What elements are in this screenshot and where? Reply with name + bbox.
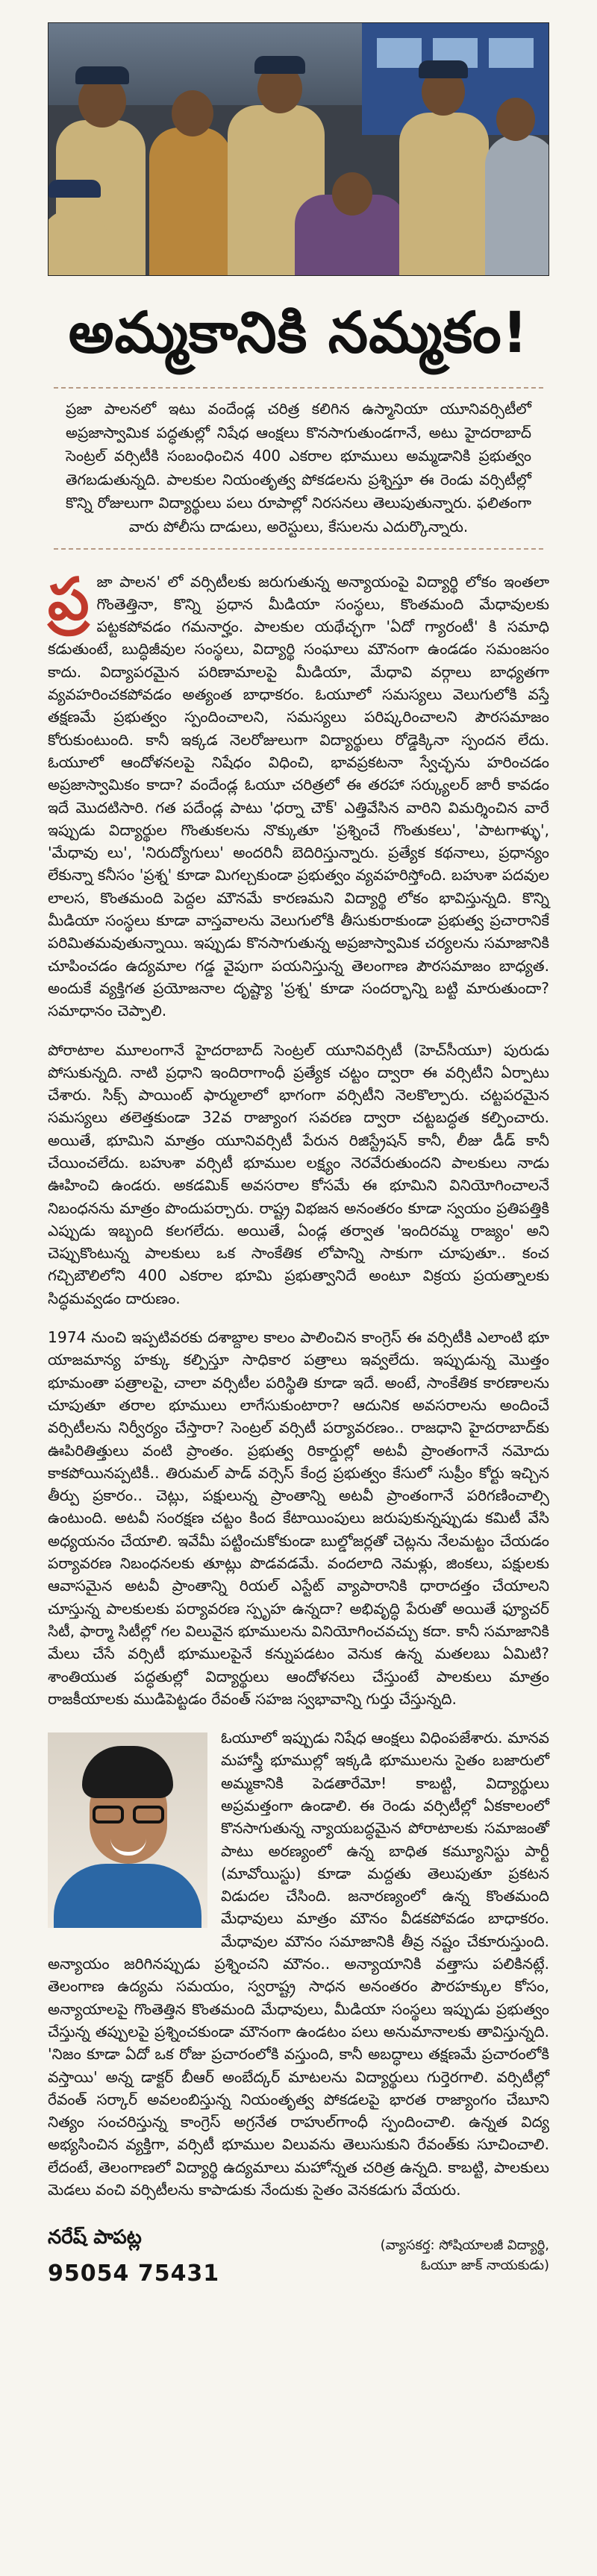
article-title: అమ్మకానికి నమ్మకం! [68, 299, 529, 365]
article-intro: ప్రజా పాలనలో ఇటు వందేండ్ల చరిత్ర కలిగిన ఉస్మానియా యూనివర్సిటీలో అప్రజాస్వామిక పద్ధతుల్లో నిషేధ ఆంక్షలు కొనసాగుతుండగానే, అటు హైదరాబాద్ సెంట్రల్ వర్సిటీకి సంబంధించిన 400 ఎకరాల భూములు అమ్మడానికి ప్రభుత్వం తెగబడుతున్నది. పాలకుల నియంతృత్వ పోకడలను ప్రశ్నిస్తూ ఈ రెండు వర్సిటీల్లో కొన్ని రోజులుగా విద్యార్థులు పలు రూపాల్లో నిరసనలు తెలుపుతున్నారు. ఫలితంగా వారు పోలీసు దాడులు, అరెస్టులు, కేసులను ఎదుర్కొన్నారు. [54, 387, 543, 550]
article-body [48, 565, 549, 2218]
article-paragraph: ప్ర జా పాలన' లో వర్సిటీలకు జరుగుతున్న అన్యాయంపై విద్యార్థి లోకం ఇంతలా గొంతెత్తినా, కొన్ని ప్రధాన మీడియా సంస్థలు, కొంతమంది మేధావులకు పట్టకపోవడం గమనార్హం. పాలకుల యథేచ్ఛగా 'ఏదో గ్యారంటీ' కి సమాధి కడుతుంటే, బుద్ధిజీవుల సంస్థలు, విద్యార్థి సంఘాలు మౌనంగా ఉండడం సమంజసం కాదు. విద్యాపరమైన పరిణామాలపై మీడియా, మేధావి వర్గాలు బాధ్యతగా వ్యవహరించకపోవడం అత్యంత బాధాకరం. ఓయూలో సమస్యలు వెలుగులోకి వస్తే తక్షణమే ప్రభుత్వం స్పందించాలని, సమస్యలు పరిష్కరించాలని పౌరసమాజం కోరుకుంటుంది. కానీ ఇక్కడ నెలరోజులుగా విద్యార్థులు రోడ్డెక్కినా స్పందన లేదు. ఓయూలో ఆందోళనలపై నిషేధం విధించి, భావప్రకటనా స్వేచ్ఛను హరించడం అప్రజాస్వామికం కాదా? వందేండ్ల ఓయూ చరిత్రలో ఈ తరహా సర్క్యులర్ జారీ కావడం ఇదే మొదటిసారి. గత పదేండ్ల పాటు 'ధర్నా చౌక్' ఎత్తివేసిన వారిని విమర్శించిన వారే ఇప్పుడు విద్యార్థుల గొంతుకలను నొక్కుతూ 'ప్రశ్నించే గొంతుకలు', 'పాటగాళ్ళు', 'మేధావు లు', 'నిరుద్యోగులు' అందరినీ బెదిరిస్తున్నారు. ప్రత్యేక కథనాలు, ప్రధాన్యం లేకున్నా కనీసం 'ప్రశ్న' కూడా మిగల్చకుండా ప్రభుత్వం వ్యవహరిస్తోంది. బహుశా పదవుల లాలస, కొంతమంది పెద్దల మౌనమే కారణమని విద్యార్థి లోకం భావిస్తున్నది. కొన్ని మీడియా సంస్థలు కూడా వాస్తవాలను వెలుగులోకి తీసుకురాకుండా ప్రభుత్వ ప్రచారానికే పరిమితమవుతున్నాయి. ఇప్పుడు కొనసాగుతున్న అప్రజాస్వామిక చర్యలను సమాజానికి చూపించడం ఉద్యమాల గడ్డ వైపుగా పయనిస్తున్న తెలంగాణ పౌరసమాజం బాధ్యత. అందుకే వ్యక్తిగత ప్రయోజనాల దృష్ట్యా 'ప్రశ్న' కూడా సందర్భాన్ని బట్టి మారుతుందా? సమాధానం చెప్పాలి. [48, 565, 549, 1020]
article-paragraph: 1974 నుంచి ఇప్పటివరకు దశాబ్దాల కాలం పాలించిన కాంగ్రెస్ ఈ వర్సిటీకి ఎలాంటి భూ యాజమాన్య హక్కు కల్పిస్తూ సాధికార పత్రాలు ఇవ్వలేదు. ఇప్పుడున్న మొత్తం భూమంతా పత్రాలపై, చాలా వర్సిటీల పరిస్థితి కూడా ఇదే. అంటే, సాంకేతిక కారణాలను చూపుతూ తరాల భూములు లాగేసుకుంటారా? ఆదునిక అవసరాలను అందించే వర్సిటీలను నిర్వీర్యం చేస్తారా? సెంట్రల్ వర్సిటీ పర్యావరణం.. రాజధాని హైదరాబాద్‌కు ఊపిరితిత్తులు వంటి ప్రాంతం. ప్రభుత్వ రికార్డుల్లో అటవీ ప్రాంతంగానే నమోదు కాకపోయినప్పటికీ.. తిరుమల్ పాడ్ వర్సెస్ కేంద్ర ప్రభుత్వం కేసులో సుప్రీం కోర్టు ఇచ్చిన తీర్పు ప్రకారం.. చెట్లు, పక్షులున్న ప్రాంతాన్ని అటవీ ప్రాంతంగానే పరిగణించాల్సి ఉంటుంది. అటవీ సంరక్షణ చట్టం కింద కేటాయింపులు జరుపుకున్నప్పుడు కమిటీ వేసి అధ్యయనం చేయాలి. ఇవేమీ పట్టించుకోకుండా బుల్డోజర్లతో చెట్లను నేలమట్టం చేయడం పర్యావరణ నిబంధనలకు తూట్లు పొడవడమే. వందలాది నెమళ్లు, జింకలు, పక్షులకు ఆవాసమైన అటవీ ప్రాంతాన్ని రియల్ ఎస్టేట్ వ్యాపారానికి ధారాదత్తం చేయాలని చూస్తున్న పాలకులకు పర్యావరణ స్పృహ ఉన్నదా? అభివృద్ధి పేరుతో అయితే ఫ్యూచర్ సిటీ, ఫార్మా సిటీల్లో గల విలువైన భూములను వినియోగించవచ్చు కదా. కానీ సమాజానికి మేలు చేసే వర్సిటీ భూములపైనే కన్నుపడటం వెనుక ఉన్న మతలబు ఏమిటి? శాంతియుత పద్ధతుల్లో విద్యార్థులు ఆందోళనలు చేస్తుంటే పాలకులు మాత్రం రాజకీయాలకు ముడిపెట్టడం రేవంత్ సహజ స్వభావాన్ని గుర్తు చేస్తున్నది. [48, 1328, 549, 1708]
author-phone: 95054 75431 [48, 2261, 220, 2287]
byline [48, 2226, 549, 2287]
author-photo [48, 1732, 207, 1928]
author-designation: (వ్యాసకర్త: సోషియాలజీ విద్యార్థి, ఓయూ జాక్ నాయకుడు) [380, 2237, 549, 2274]
news-photo [48, 22, 549, 276]
article-paragraph: పోరాటాల మూలంగానే హైదరాబాద్ సెంట్రల్ యూనివర్సిటీ (హెచ్‌సీయూ) పురుడు పోసుకున్నది. నాటి ప్రధాని ఇందిరాగాంధీ ప్రత్యేక చట్టం ద్వారా ఈ వర్సిటీని ఏర్పాటు చేశారు. సిక్స్ పాయింట్ ఫార్ములాలో భాగంగా వర్సిటీని నెలకొల్పారు. చట్టపరమైన సమస్యలు తలెత్తకుండా 32వ రాజ్యాంగ సవరణ ద్వారా చట్టబద్ధత కల్పించారు. అయితే, భూమిని మాత్రం యూనివర్సిటీ పేరున రిజిస్ట్రేషన్ కానీ, లీజు డీడ్ కానీ చేయించలేదు. బహుశా వర్సిటీ భూముల లక్ష్యం నెరవేరుతుందని పాలకులు నాడు ఊహించి ఉండరు. అకడమిక్ అవసరాల కోసమే ఈ భూమిని వినియోగించాలనే నిబంధనను మాత్రం పొందుపర్చారు. రాష్ట్ర విభజన అనంతరం కూడా స్వయం ప్రతిపత్తికి ఎప్పుడు ఇబ్బంది కలగలేదు. అయితే, ఏండ్ల తర్వాత 'ఇందిరమ్మ రాజ్యం' అని చెప్పుకొంటున్న పాలకులు ఒక సాంకేతిక లోపాన్ని సాకుగా చూపుతూ.. కంచ గచ్చిబౌలిలోని 400 ఎకరాల భూమి ప్రభుత్వానిదే అంటూ విక్రయ ప్రయత్నాలకు సిద్ధమవ్వడం దారుణం. [48, 1040, 549, 1307]
author-name: నరేష్ పాపట్ల [48, 2226, 142, 2249]
article-paragraph: ఓయూలో ఇప్పుడు నిషేధ ఆంక్షలు విధింపజేశారు. మానవ మహాస్త్రీ భూముల్లో ఇక్కడి భూములను సైతం బజారులో అమ్మకానికి పెడతారేమో! కాబట్టి, విద్యార్థులు అప్రమత్తంగా ఉండాలి. ఈ రెండు వర్సిటీల్లో ఏకకాలంలో కొనసాగుతున్న న్యాయబద్ధమైన పోరాటాలకు సమాజంతో పాటు అరణ్యంలో ఉన్న బాధిత కమ్యూనిస్టు పార్టీ (మావోయిస్టు) కూడా మద్దతు తెలుపుతూ ప్రకటన విడుదల చేసింది. జనారణ్యంలో ఉన్న కొంతమంది మేధావులు మాత్రం మౌనం వీడకపోవడం బాధాకరం. మేధావుల మౌనం సమాజానికి తీవ్ర నష్టం చేకూరుస్తుంది. అన్యాయం జరిగినప్పుడు ప్రశ్నించని మౌనం.. అన్యాయానికి వత్తాసు పలికినట్లే. తెలంగాణ ఉద్యమ సమయం, స్వరాష్ట్ర సాధన అనంతరం పౌరహక్కుల కోసం, అన్యాయాలపై గొంతెత్తిన కొంతమంది మేధావులు, మీడియా సంస్థలు ఇప్పుడు ప్రభుత్వం చేస్తున్న తప్పులపై ప్రశ్నించకుండా మౌనంగా ఉండటం పలు అనుమానాలకు తావిస్తున్నది. 'నిజం కూడా ఏదో ఒక రోజు ప్రచారంలోకి వస్తుంది, కానీ అబద్ధాలు తక్షణమే ప్రచారంలోకి వస్తాయి' అన్న డాక్టర్ బీఆర్ అంబేద్కర్ మాటలను విద్యార్థులు గుర్తెరగాలి. వర్సిటీల్లో రేవంత్ సర్కార్ అవలంబిస్తున్న నియంతృత్వ పోకడలపై భారత రాజ్యాంగం చేబూని నిత్యం సంచరిస్తున్న కాంగ్రెస్ అగ్రనేత రాహుల్‌గాంధీ స్పందించాలి. ఉన్నత విద్య అభ్యసించిన వ్యక్తిగా, వర్సిటీ భూముల విలువను తెలుసుకుని రేవంత్‌కు సూచించాలి. లేదంటే, తెలంగాణలో విద్యార్థి ఉద్యమాలు మహోన్నత చరిత్ర ఉన్నది. కాబట్టి, పాలకులు మెడలు వంచి వర్సిటీలను కాపాడుకు నేందుకు సైతం వెనకడుగు వేయరు. [48, 1729, 549, 2199]
drop-cap: ప్ర [48, 565, 90, 633]
